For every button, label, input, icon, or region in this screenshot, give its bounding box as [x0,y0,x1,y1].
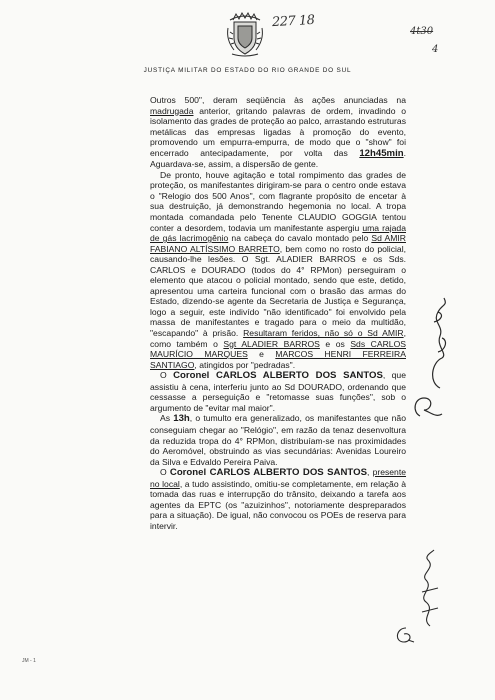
underlined-text: uma rajada de gás lacrimogênio [150,222,406,244]
text-run: Outros 500", deram seqüência às ações anunciadas na [150,95,406,105]
text-run: , o tumulto era generalizado, os manifestantes que não conseguiam chegar ao "Relógio", em razão da tenaz desenvoltura da reduzida tropa do 4° RPMon, distribuíam-se nas proximidades do Aeromóvel, obstruindo as vias secundárias: Avenidas Loureiro da Silva e Edvaldo Pereira Paiva. [150,413,406,467]
paragraph-3 [150,370,406,413]
document-body [150,95,406,531]
bold-name: Coronel CARLOS ALBERTO DOS SANTOS [169,467,367,479]
signature-upper-icon [418,292,458,392]
initials-mark-icon [410,392,446,422]
underlined-text: madrugada [150,105,194,116]
text-run: anterior, gritando palavras de ordem, invadindo o isolamento das grades de proteção ao palco, arrastando estruturas metálicas das empresas ligadas à promoção do evento, promovendo um empurra-empurra, de modo que o "show" foi encerrado antecipadamente, por volta das [150,105,406,158]
paragraph-2 [150,170,406,370]
court-header: JUSTIÇA MILITAR DO ESTADO DO RIO GRANDE DO SUL [143,67,352,74]
handwritten-mark-2: 4 [432,44,439,55]
initials-bottom-icon [392,624,416,646]
handwritten-page-number: 227 18 [271,12,315,31]
bold-name: Coronel CARLOS ALBERTO DOS SANTOS [173,370,383,382]
paragraph-1 [150,95,406,170]
text-run: . Aguardava-se, assim, a dispersão de gente. [150,147,406,170]
text-run: , a tudo assistindo, omitiu-se completamente, em relação à tomada das ruas e interrupção do trânsito, deixando a tarefa aos agentes da EPTC (os "azuizinhos", notoriamente despreparados para a situação). De igual, não convocou os POEs de reserva para intervir. [150,478,406,531]
bold-time: 12h45min [359,147,404,159]
text-run: O [160,370,174,381]
text-run: , como também o [150,328,406,349]
text-run: , [366,467,373,478]
text-run: e [247,349,276,360]
underlined-text: presente no local [150,467,407,489]
underlined-text: Sgt ALADIER BARROS [223,338,320,349]
underlined-text: Sds CARLOS MAURÍCIO MARQUES [150,338,406,360]
underlined-text: MARCOS HENRI FERREIRA SANTIAGO [150,349,406,370]
underlined-text: Sd AMIR FABIANO ALTÍSSIMO BARRETO [150,233,406,254]
text-run: , bem como no rosto do policial, causando-lhe lesões. O Sgt. ALADIER BARROS e os Sds. CARLOS e DOURADO (todos do 4° RPMon) perseguiram o elemento que atacou o policial montado, sendo que este, detido, apresentou uma carteira funcional com o brasão das armas do Estado, dizendo-se agente da Secretaria de Justiça e Segurança, logo a seguir, este indivído "não identificado" foi envolvido pela massa de manifestantes e tragado para o meio da multidão, "escapando" à prisão. [150,243,406,339]
paragraph-4 [150,413,406,467]
text-run: O [160,467,170,478]
text-run: De pronto, houve agitação e total rompimento das grades de proteção, os manifestantes dirigiram-se para o centro onde estava o "Relogio dos 500 Anos", com flagrante propósito de encetar à sua destruição, já demonstrando hegemonia no local. A tropa montada comandada pelo Tenente CLAUDIO GOGGIA tentou conter a desordem, todavia um manifestante aspergiu [150,169,406,233]
coat-of-arms-icon [224,10,266,58]
paragraph-5 [150,467,406,531]
text-run: As [160,413,174,424]
signature-lower-icon [412,548,448,630]
underlined-text: Resultaram feridos, não só o Sd AMIR [243,328,404,339]
text-run: , que assistiu à cena, interferiu junto ao Sd DOURADO, ordenando que cessasse a perseguição e "retomasse suas funções", sob o argumento de "evitar mal maior". [150,370,406,413]
text-run: e os [319,338,351,349]
text-run: na cabeça do cavalo montado pelo [228,233,372,244]
form-code: JM - 1 [22,658,36,664]
bold-time: 13h [173,413,190,425]
text-run: , atingidos por "pedradas". [194,359,296,370]
handwritten-mark: 4t30 [410,26,434,37]
